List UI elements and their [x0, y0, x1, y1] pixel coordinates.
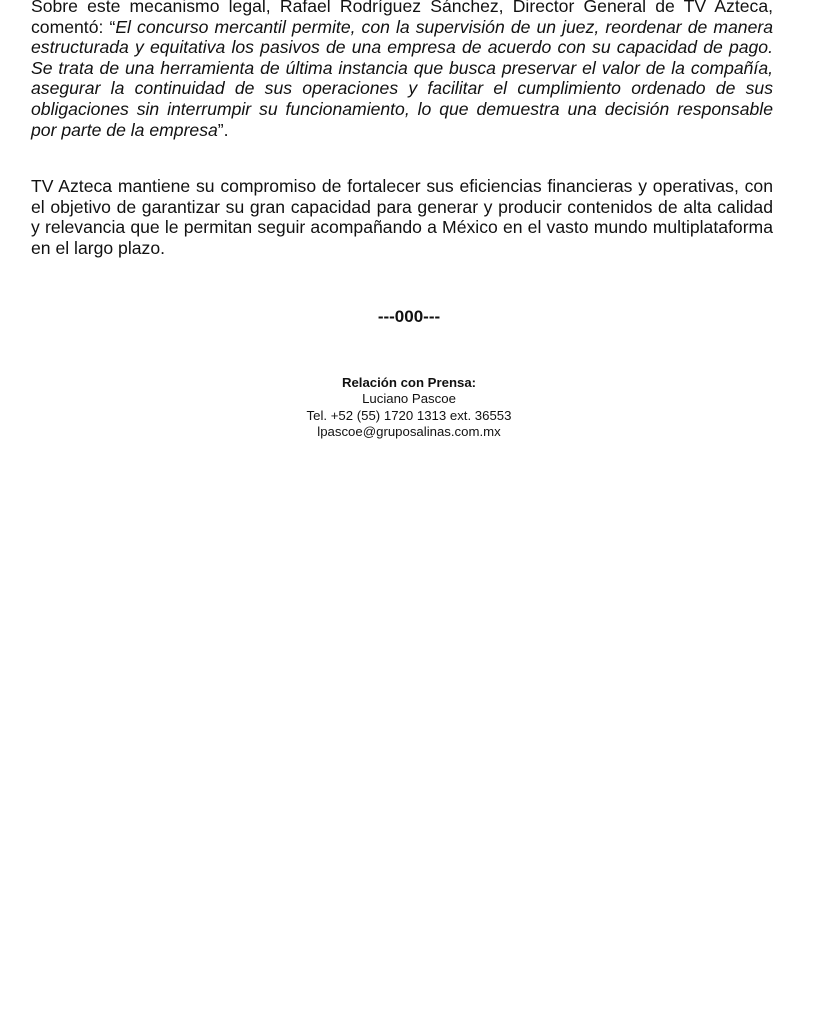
press-contact-name: Luciano Pascoe — [362, 391, 456, 407]
press-contact-phone: Tel. +52 (55) 1720 1313 ext. 36553 — [306, 407, 512, 423]
paragraph-commitment: TV Azteca mantiene su compromiso de fortalecer sus eficiencias financieras y operativas, con el objetivo de garantizar su gran capacidad para generar y producir contenidos de alta calidad y relevancia que le permitan seguir acompañando a México en el vasto mundo multiplataforma en el largo plazo. — [31, 176, 773, 258]
paragraph-director-statement — [31, 0, 773, 140]
press-contact-email: lpascoe@gruposalinas.com.mx — [317, 424, 501, 440]
press-contact-label: Relación con Prensa: — [341, 375, 477, 390]
end-separator: ---000--- — [377, 307, 441, 326]
statement-intro: Sobre este mecanismo legal, Rafael Rodríguez Sánchez, Director General de TV Azteca, comentó: “ — [31, 0, 773, 37]
statement-quote: El concurso mercantil permite, con la supervisión de un juez, reordenar de manera estructurada y equitativa los pasivos de una empresa de acuerdo con su capacidad de pago. Se trata de una herramienta de última instancia que busca preservar el valor de la compañía, asegurar la continuidad de sus operaciones y facilitar el cumplimiento ordenado de sus obligaciones sin interrumpir su funcionamiento, lo que demuestra una decisión responsable por parte de la empresa — [31, 16, 773, 140]
statement-outro: ”. — [217, 119, 229, 140]
press-contact-block — [0, 375, 818, 441]
